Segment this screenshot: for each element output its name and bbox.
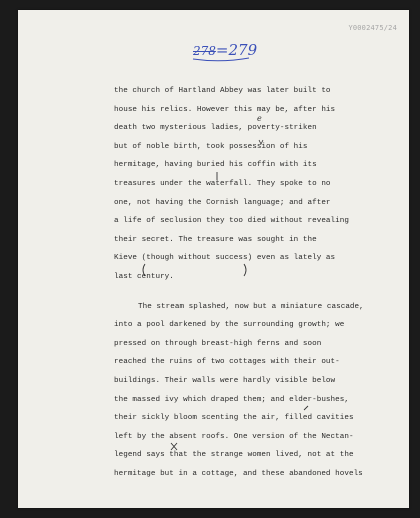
text-line: hermitage but in a cottage, and these abandoned hovels xyxy=(114,469,363,478)
text-line: the massed ivy which draped them; and elder-bushes, xyxy=(114,395,349,404)
typed-text-body xyxy=(114,82,404,483)
page-number-underline-mark xyxy=(191,55,271,85)
document-page xyxy=(18,10,409,508)
text-line: but of noble birth, took possession of his xyxy=(114,142,308,151)
text-line: reached the ruins of two cottages with their out- xyxy=(114,358,340,367)
archive-id: Y0002475/24 xyxy=(348,24,397,32)
handwritten-insert: e xyxy=(257,114,262,123)
text-line: their sickly bloom scenting the air, filled cavities xyxy=(114,414,354,423)
text-line: their secret. The treasure was sought in the xyxy=(114,235,317,244)
text-line: buildings. Their walls were hardly visible below xyxy=(114,376,336,385)
text-line: left by the absent roofs. One version of the Nectan- xyxy=(114,432,354,441)
current-page-number: 279 xyxy=(228,41,258,59)
page-number-separator: = xyxy=(215,41,229,59)
text-line: pressed on through breast-high ferns and soon xyxy=(114,339,322,348)
struck-page-number: 278 xyxy=(193,44,216,58)
text-line: one, not having the Cornish language; and after xyxy=(114,198,331,207)
text-line: hermitage, having buried his coffin with its xyxy=(114,161,317,170)
text-line: the church of Hartland Abbey was later built to xyxy=(114,87,331,95)
paragraph-1 xyxy=(114,82,404,287)
text-line: treasures under the waterfall. They spoke to no xyxy=(114,179,331,188)
text-line: legend says that the strange women lived, not at the xyxy=(114,451,354,460)
paragraph-2 xyxy=(114,298,404,484)
text-line: last century. xyxy=(114,272,174,281)
text-line: a life of seclusion they too died without revealing xyxy=(114,217,349,226)
text-line: death two mysterious ladies, poverty-striken xyxy=(114,124,317,133)
text-line: Kieve (though without success) even as lately as xyxy=(114,254,336,263)
text-line: into a pool darkened by the surrounding growth; we xyxy=(114,321,345,330)
text-line: house his relics. However this may be, after his xyxy=(114,105,336,114)
page-number xyxy=(193,41,257,59)
text-line: The stream splashed, now but a miniature cascade, xyxy=(138,302,364,311)
